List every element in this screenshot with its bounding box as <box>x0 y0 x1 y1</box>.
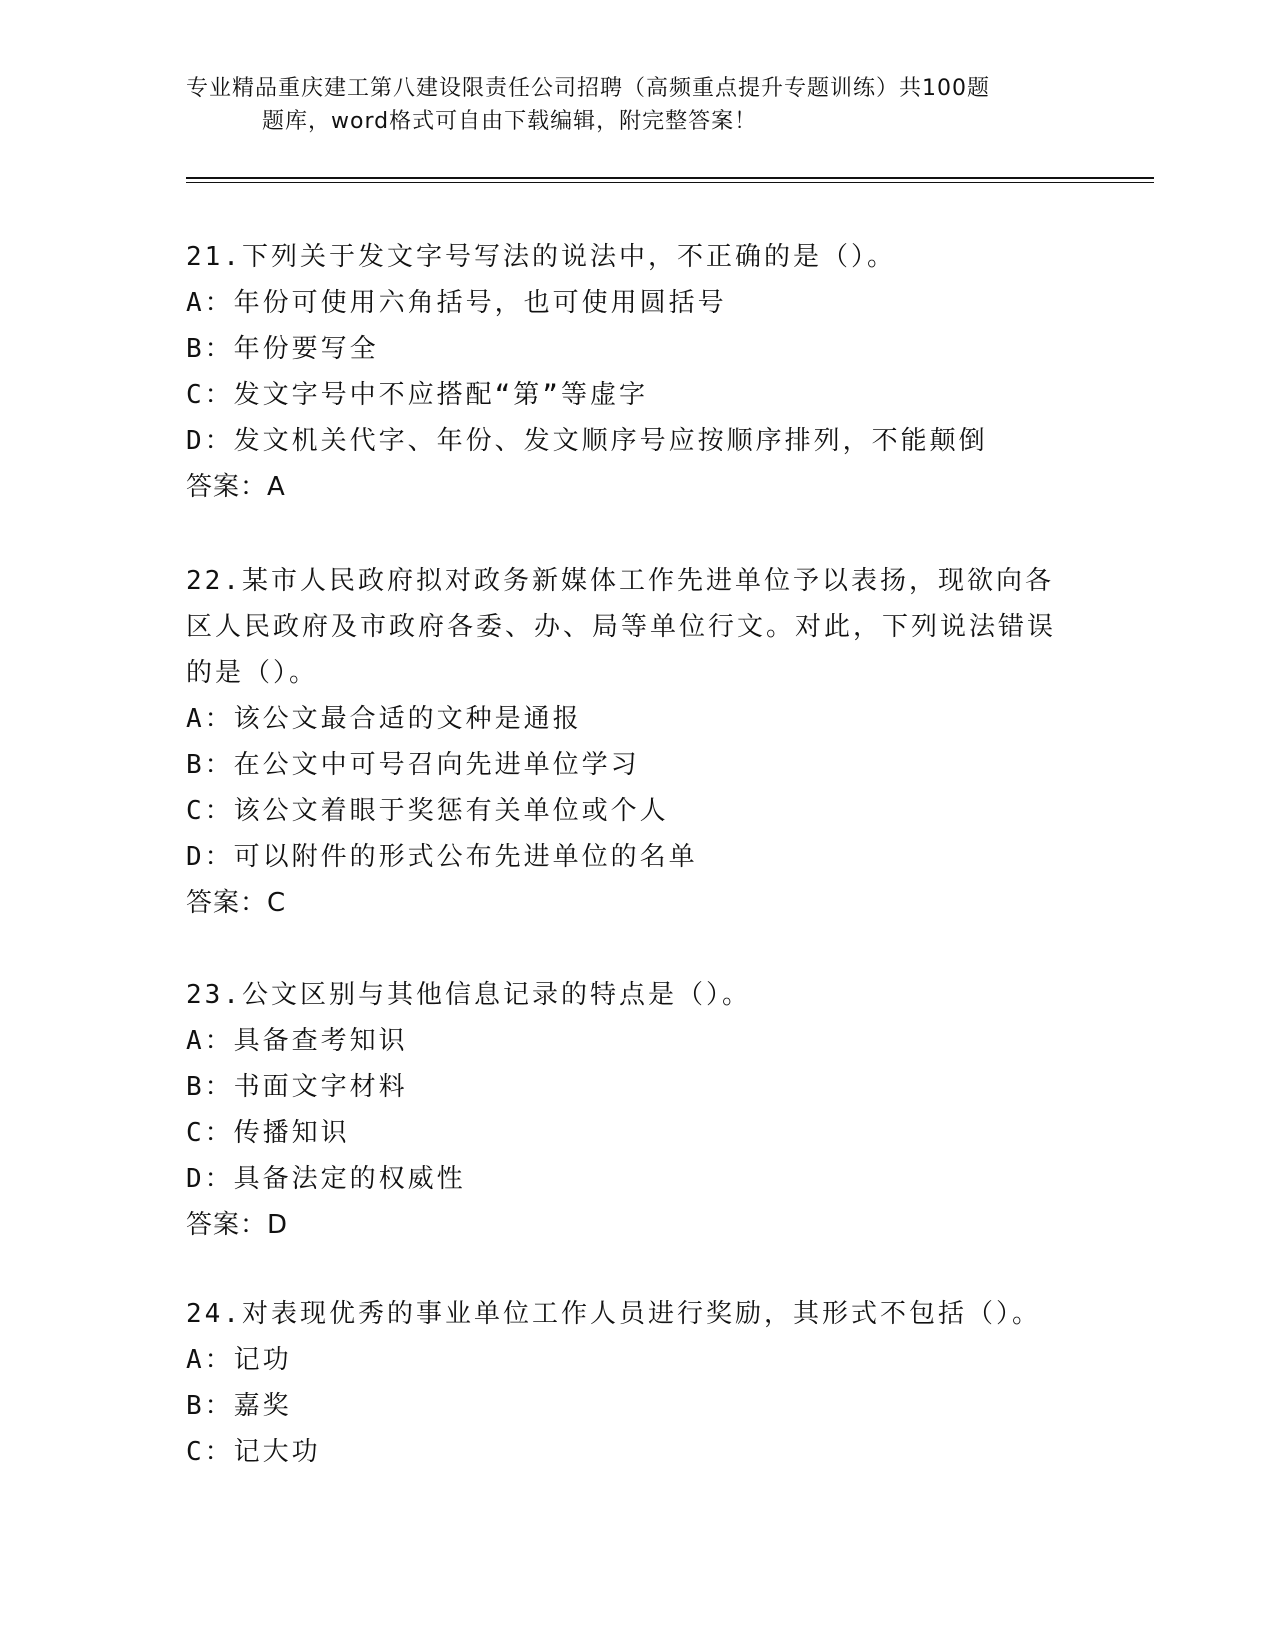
question-stem: 21.下列关于发文字号写法的说法中，不正确的是（）。 <box>186 242 896 272</box>
option-b: B：书面文字材料 <box>186 1072 408 1102</box>
option-b: B：年份要写全 <box>186 334 379 364</box>
answer-line: 答案：A <box>186 472 286 502</box>
question-stem: 22.某市人民政府拟对政务新媒体工作先进单位予以表扬，现欲向各区人民政府及市政府各委、办、局等单位行文。对此，下列说法错误的是（）。 <box>186 566 1057 688</box>
question-24 <box>186 1291 1086 1475</box>
option-d: D：发文机关代字、年份、发文顺序号应按顺序排列，不能颠倒 <box>186 426 988 456</box>
option-a: A：该公文最合适的文种是通报 <box>186 704 582 734</box>
header-title-line-2: 题库，word格式可自由下载编辑，附完整答案！ <box>262 109 758 134</box>
option-c: C：记大功 <box>186 1437 321 1467</box>
option-c: C：该公文着眼于奖惩有关单位或个人 <box>186 796 669 826</box>
header-divider-thick <box>186 177 1154 179</box>
option-a: A：具备查考知识 <box>186 1026 408 1056</box>
option-c: C：发文字号中不应搭配“第”等虚字 <box>186 380 648 410</box>
question-22 <box>186 558 1086 926</box>
option-d: D：可以附件的形式公布先进单位的名单 <box>186 842 698 872</box>
question-stem: 24.对表现优秀的事业单位工作人员进行奖励，其形式不包括（）。 <box>186 1299 1041 1329</box>
option-b: B：在公文中可号召向先进单位学习 <box>186 750 640 780</box>
option-d: D：具备法定的权威性 <box>186 1164 466 1194</box>
option-b: B：嘉奖 <box>186 1391 292 1421</box>
header-title-line-1: 专业精品重庆建工第八建设限责任公司招聘（高频重点提升专题训练）共100题 <box>186 76 990 101</box>
answer-line: 答案：D <box>186 1210 289 1240</box>
header-divider-thin <box>186 182 1154 183</box>
document-header <box>186 72 1086 138</box>
option-a: A：记功 <box>186 1345 292 1375</box>
option-c: C：传播知识 <box>186 1118 350 1148</box>
question-23 <box>186 972 1086 1248</box>
answer-line: 答案：C <box>186 888 287 918</box>
question-21 <box>186 234 1086 510</box>
option-a: A：年份可使用六角括号，也可使用圆括号 <box>186 288 727 318</box>
question-stem: 23.公文区别与其他信息记录的特点是（）。 <box>186 980 751 1010</box>
